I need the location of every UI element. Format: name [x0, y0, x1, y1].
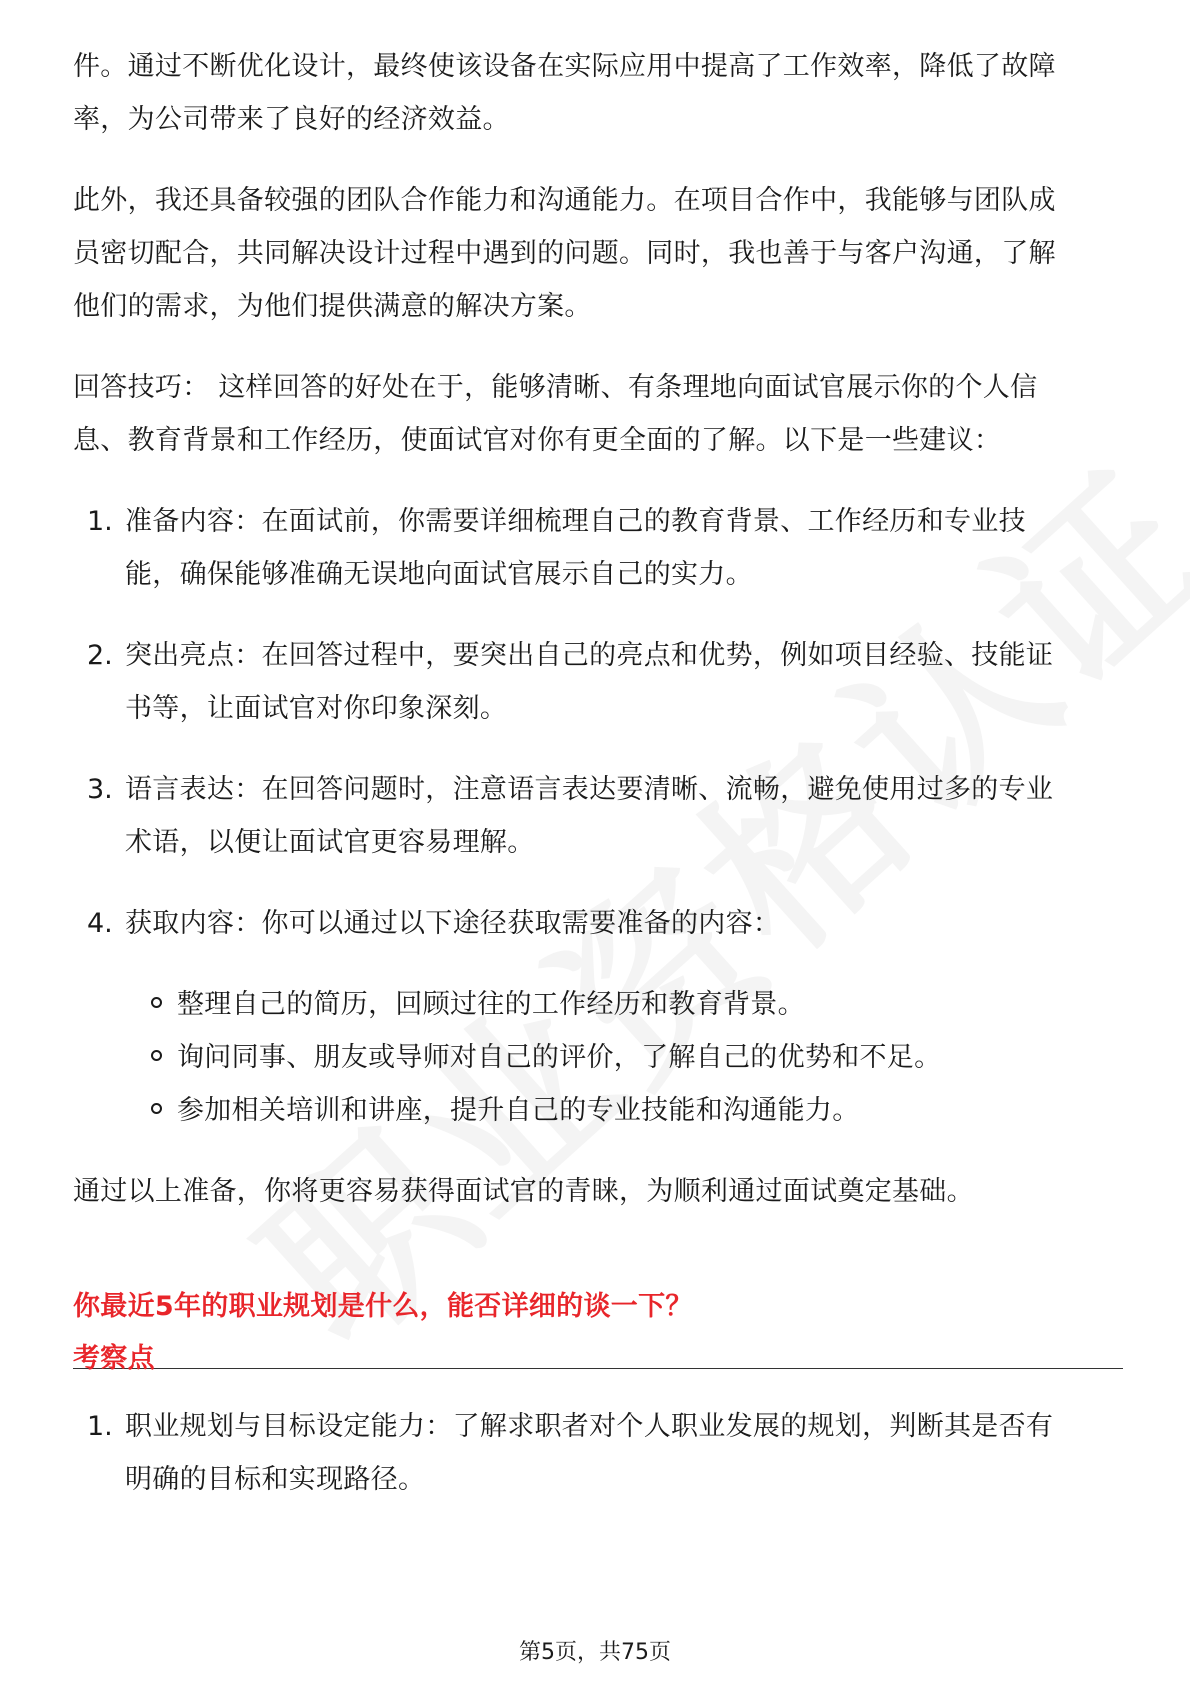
- list-number: 1.: [87, 1411, 113, 1442]
- list-item-text: 能，确保能够准确无误地向面试官展示自己的实力。: [125, 559, 753, 590]
- list-item-text: 准备内容：在面试前，你需要详细梳理自己的教育背景、工作经历和专业技: [125, 506, 1026, 537]
- list-number: 4.: [87, 908, 113, 939]
- list-number: 3.: [87, 774, 113, 805]
- list-item-text: 明确的目标和实现路径。: [125, 1464, 426, 1495]
- sub-list-item-text: 整理自己的简历，回顾过往的工作经历和教育背景。: [177, 989, 805, 1020]
- page-footer: 第5页，共75页: [519, 1640, 671, 1665]
- list-item-text: 书等，让面试官对你印象深刻。: [125, 693, 508, 724]
- paragraph-line: 员密切配合，共同解决设计过程中遇到的问题。同时，我也善于与客户沟通，了解: [73, 238, 1056, 269]
- section-label: 考察点: [73, 1343, 155, 1374]
- question-title: 你最近5年的职业规划是什么，能否详细的谈一下？: [73, 1291, 693, 1322]
- document-page: [73, 0, 1123, 1684]
- paragraph-line: 回答技巧： 这样回答的好处在于，能够清晰、有条理地向面试官展示你的个人信: [73, 372, 1038, 403]
- hollow-bullet-icon: [151, 1050, 162, 1061]
- paragraph-line: 率，为公司带来了良好的经济效益。: [73, 104, 510, 135]
- list-item-text: 术语，以便让面试官更容易理解。: [125, 827, 535, 858]
- sub-list-item-text: 询问同事、朋友或导师对自己的评价，了解自己的优势和不足。: [177, 1042, 942, 1073]
- list-item-text: 获取内容：你可以通过以下途径获取需要准备的内容：: [125, 908, 781, 939]
- hollow-bullet-icon: [151, 1103, 162, 1114]
- list-number: 2.: [87, 640, 113, 671]
- paragraph-line: 件。通过不断优化设计，最终使该设备在实际应用中提高了工作效率，降低了故障: [73, 51, 1056, 82]
- closing-paragraph: 通过以上准备，你将更容易获得面试官的青睐，为顺利通过面试奠定基础。: [73, 1176, 974, 1207]
- list-item-text: 突出亮点：在回答过程中，要突出自己的亮点和优势，例如项目经验、技能证: [125, 640, 1054, 671]
- hollow-bullet-icon: [151, 997, 162, 1008]
- list-item-text: 职业规划与目标设定能力：了解求职者对个人职业发展的规划，判断其是否有: [125, 1411, 1054, 1442]
- sub-list-item-text: 参加相关培训和讲座，提升自己的专业技能和沟通能力。: [177, 1095, 860, 1126]
- list-number: 1.: [87, 506, 113, 537]
- list-item-text: 语言表达：在回答问题时，注意语言表达要清晰、流畅，避免使用过多的专业: [125, 774, 1054, 805]
- paragraph-line: 息、教育背景和工作经历，使面试官对你有更全面的了解。以下是一些建议：: [73, 425, 1002, 456]
- paragraph-line: 他们的需求，为他们提供满意的解决方案。: [73, 291, 592, 322]
- paragraph-line: 此外，我还具备较强的团队合作能力和沟通能力。在项目合作中，我能够与团队成: [73, 185, 1056, 216]
